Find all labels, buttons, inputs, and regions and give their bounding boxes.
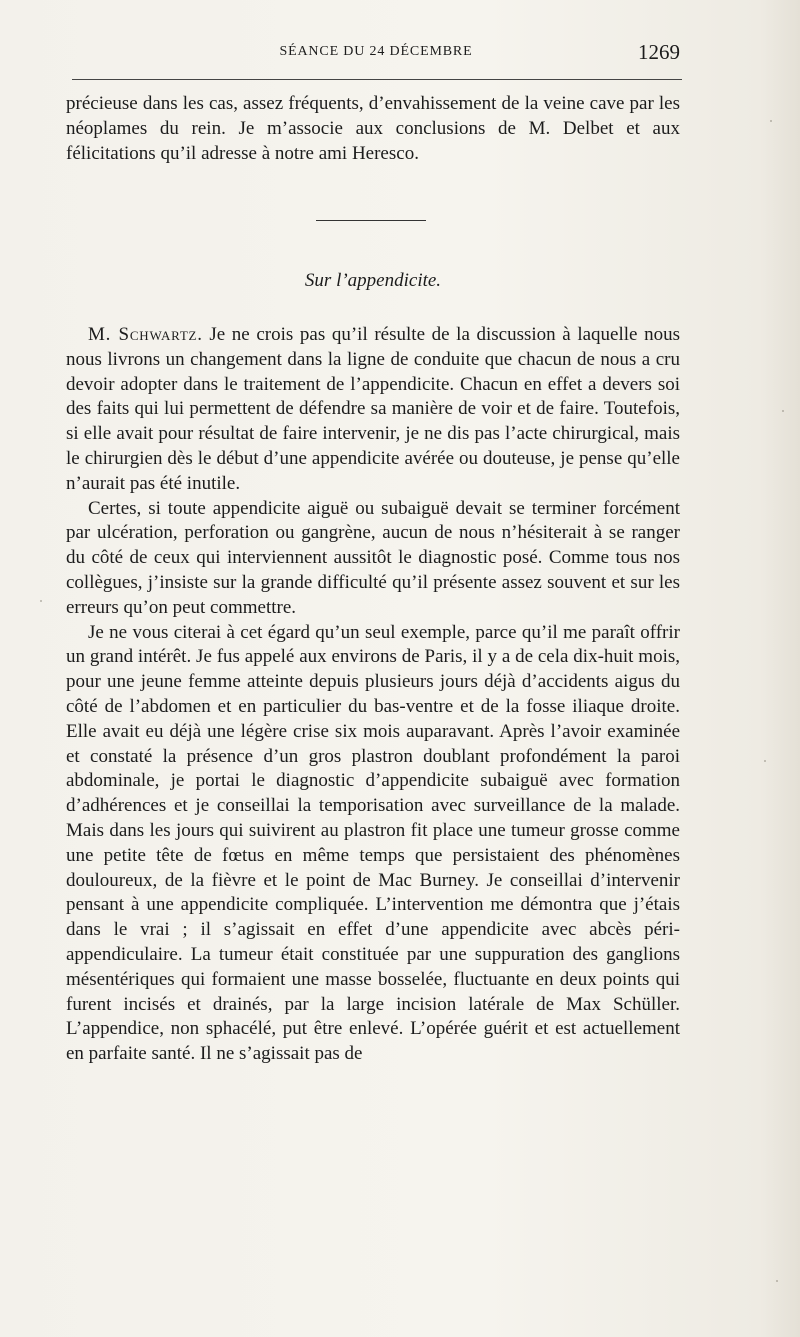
- continuation-paragraph: précieuse dans les cas, assez fréquents, d’envahissement de la veine cave par les néoplames du rein. Je m’associe aux conclusions de M. Delbet et aux félicitations qu’il adresse à notre ami Heresco.: [66, 93, 680, 164]
- section-divider: [316, 220, 426, 221]
- paragraph-2: Certes, si toute appendicite aiguë ou subaiguë devait se terminer forcément par ulcération, perforation ou gangrène, aucun de nous n’hésiterait à se ranger du côté de ceux qui interviennent aussitôt le diagnostic posé. Comme tous nos collègues, j’insiste sur la grande difficulté qu’il présente assez souvent et sur les erreurs qu’on peut commettre.: [66, 497, 680, 618]
- paper-speck: [40, 600, 42, 602]
- speaker-name: M. Schwartz.: [88, 324, 203, 345]
- header-rule: [72, 79, 682, 80]
- running-title: SÉANCE DU 24 DÉCEMBRE: [279, 44, 473, 59]
- running-header: [70, 40, 682, 66]
- paragraph-1-text: Je ne crois pas qu’il résulte de la discussion à laquelle nous nous livrons un changement dans la ligne de conduite que chacun de nous a cru devoir adopter dans le traitement de l’appendicite. Chacun en effet a devers soi des faits qui lui permettent de défendre sa manière de voir et de faire. Toutefois, si elle avait pour résultat de faire intervenir, je ne dis pas l’acte chirurgical, mais le chirurgien dès le début d’une appendicite avérée ou douteuse, je pense qu’elle n’aurait pas été inutile.: [66, 324, 680, 494]
- paper-speck: [776, 1280, 778, 1282]
- page-number: 1269: [638, 40, 680, 64]
- section-title: Sur l’appendicite.: [304, 270, 442, 291]
- paragraph-3: Je ne vous citerai à cet égard qu’un seul exemple, parce qu’il me paraît offrir un grand intérêt. Je fus appelé aux environs de Paris, il y a de cela dix-huit mois, pour une jeune femme atteinte depuis plusieurs jours déjà d’accidents aigus du côté de l’abdomen et en particulier du bas-ventre et de la fosse iliaque droite. Elle avait eu déjà une légère crise six mois auparavant. Après l’avoir examinée et constaté la présence d’un gros plastron doublant profondément la paroi abdominale, je portai le diagnostic d’appendicite subaiguë avec formation d’adhérences et je conseillai la temporisation avec surveillance de la malade. Mais dans les jours qui suivirent au plastron fit place une tumeur grosse comme une petite tête de fœtus en même temps que persistaient des phénomènes douloureux, de la fièvre et le point de Mac Burney. Je conseillai d’intervenir pensant à une appendicite compliquée. L’intervention me démontra que j’étais dans le vrai ; il s’agissait en effet d’une appendicite avec abcès péri-appendiculaire. La tumeur était constituée par une suppuration des ganglions mésentériques qui formaient une masse bosselée, fluctuante en deux points qui furent incisés et drainés, par la large incision latérale de Max Schüller. L’appendice, non sphacélé, put être enlevé. L’opérée guérit et est actuellement en parfaite santé. Il ne s’agissait pas de: [66, 621, 680, 1065]
- section-body: [66, 323, 680, 1067]
- paper-speck: [764, 760, 766, 762]
- paper-speck: [770, 120, 772, 122]
- paper-speck: [782, 410, 784, 412]
- paragraph-1: [66, 323, 680, 497]
